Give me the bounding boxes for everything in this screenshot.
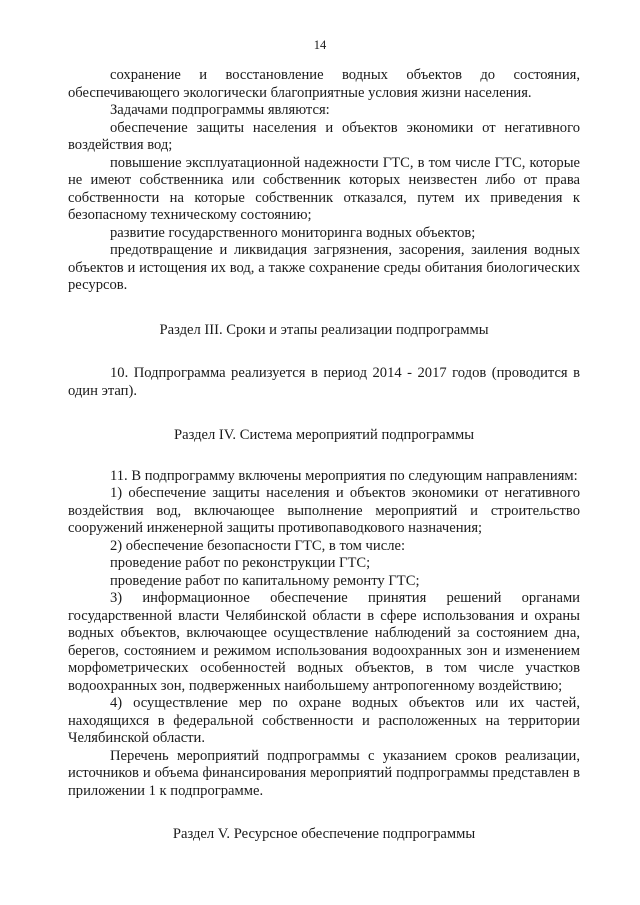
spacer: [68, 339, 580, 365]
spacer: [68, 400, 580, 427]
tasks-intro: Задачами подпрограммы являются:: [110, 102, 330, 118]
direction-item: 1) обеспечение защиты населения и объектов экономики от негативного воздействия вод, включающее выполнение мероприятий и строительство сооружений инженерной защиты противопаводкового назначения;: [68, 485, 580, 536]
paragraph-10: 10. Подпрограмма реализуется в период 2014 - 2017 годов (проводится в один этап).: [68, 365, 580, 399]
paragraph-11: 11. В подпрограмму включены мероприятия по следующим направлениям:: [110, 467, 578, 484]
task-item: предотвращение и ликвидация загрязнения, засорения, заиления водных объектов и истощения их вод, а также сохранение среды обитания биологических ресурсов.: [68, 242, 580, 293]
spacer: [68, 445, 580, 468]
goals-paragraph: сохранение и восстановление водных объектов до состояния, обеспечивающего экологически благоприятные условия жизни населения.: [68, 67, 580, 101]
task-item: повышение эксплуатационной надежности ГТС, в том числе ГТС, которые не имеют собственника или собственник которых неизвестен либо от права собственности на которые собственник отказался, путем их приведения к безопасному техническому состоянию;: [68, 154, 580, 223]
spacer: [68, 800, 580, 826]
document-body: [68, 67, 580, 844]
direction-item: проведение работ по реконструкции ГТС;: [110, 555, 371, 571]
section-4-heading: Раздел IV. Система мероприятий подпрограммы: [173, 427, 474, 443]
task-item: развитие государственного мониторинга водных объектов;: [110, 224, 476, 241]
direction-item: 2) обеспечение безопасности ГТС, в том числе:: [110, 537, 406, 554]
direction-item: 4) осуществление мер по охране водных объектов или их частей, находящихся в федеральной собственности и расположенных на территории Челябинской области.: [68, 695, 580, 746]
spacer: [68, 295, 580, 322]
direction-item: 3) информационное обеспечение принятия решений органами государственной власти Челябинской области в сфере использования и охраны водных объектов, включающее осуществление наблюдений за состоянием дна, берегов, состоянием и режимом использования водоохранных зон и изменением морфометрических особенностей водных объектов, в том числе участков водоохранных зон, подверженных наибольшему антропогенному воздействию;: [68, 590, 580, 694]
list-note-paragraph: Перечень мероприятий подпрограммы с указанием сроков реализации, источников и объема финансирования мероприятий подпрограммы представлен в приложении 1 к подпрограмме.: [68, 747, 580, 799]
page-number: 14: [313, 38, 327, 52]
direction-item: проведение работ по капитальному ремонту ГТС;: [110, 572, 420, 589]
section-3-heading: Раздел III. Сроки и этапы реализации подпрограммы: [159, 321, 489, 338]
task-item: обеспечение защиты населения и объектов экономики от негативного воздействия вод;: [68, 119, 580, 153]
section-5-heading: Раздел V. Ресурсное обеспечение подпрограммы: [172, 826, 476, 842]
